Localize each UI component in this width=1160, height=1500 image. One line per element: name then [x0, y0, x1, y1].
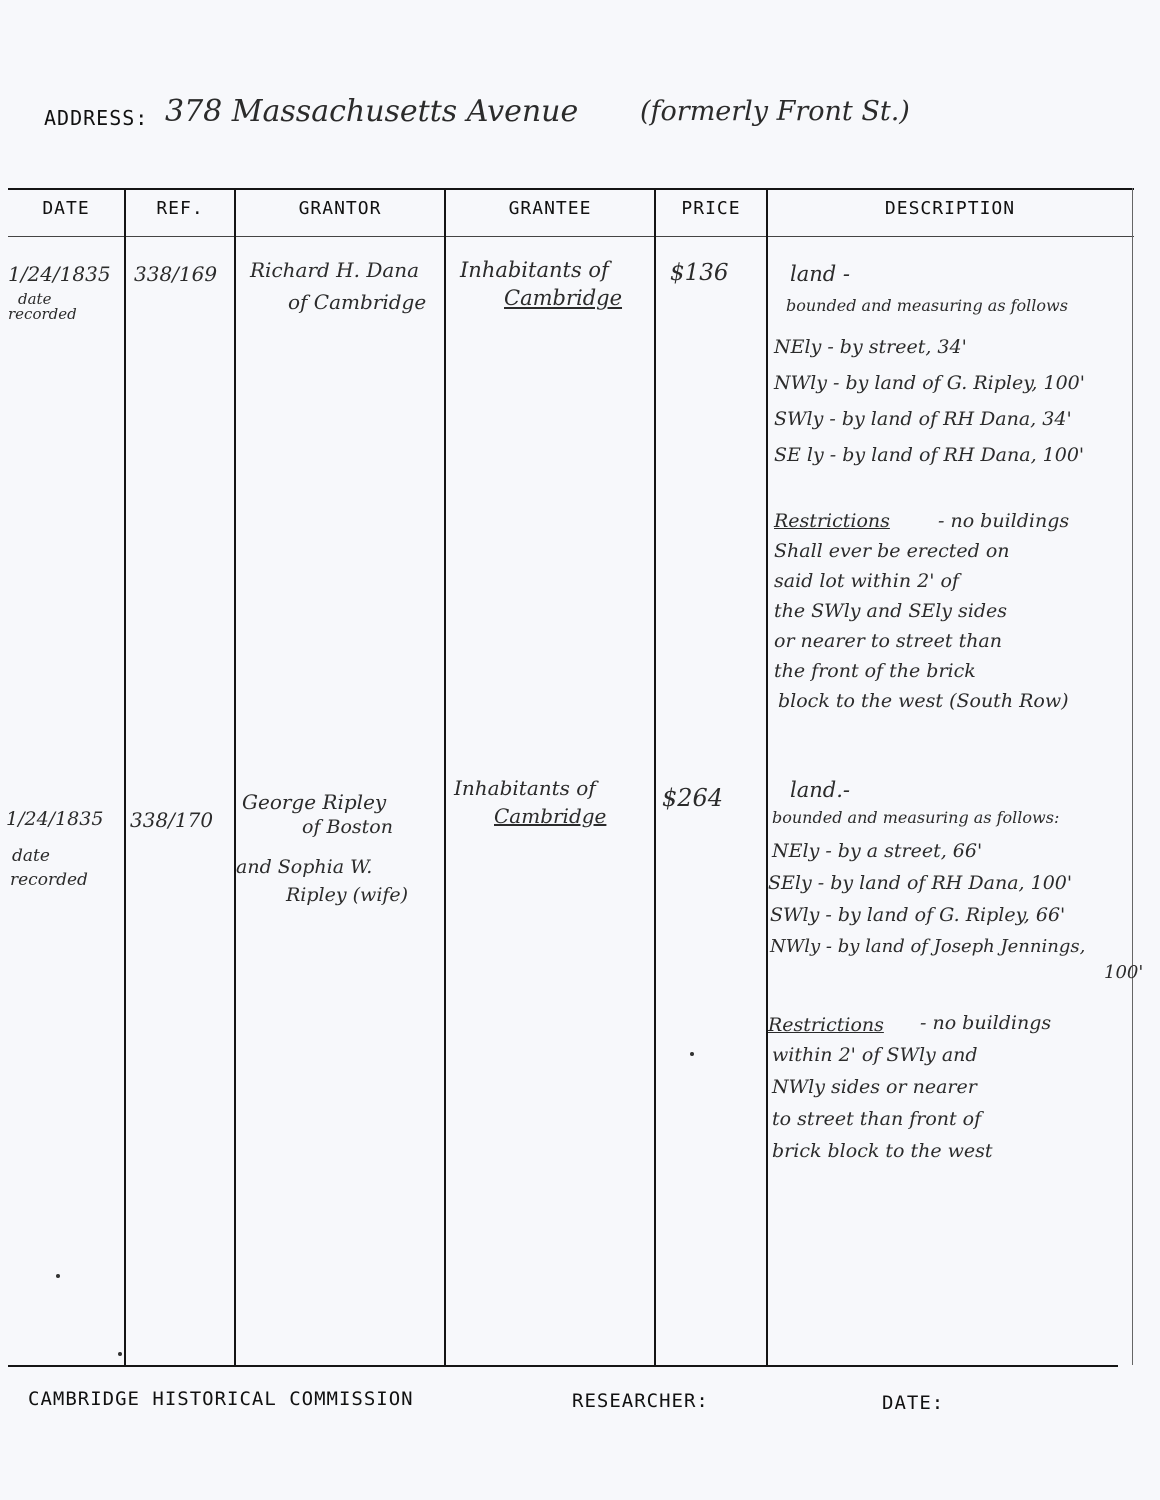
- table-bottom-rule: [8, 1365, 1118, 1367]
- footer-date-label: DATE:: [882, 1392, 945, 1414]
- entry-2-description-line: 100': [1104, 962, 1144, 983]
- column-divider-date: [124, 188, 126, 1365]
- entry-2-description-line: bounded and measuring as follows:: [772, 808, 1060, 827]
- entry-1-grantee: Inhabitants of: [460, 258, 609, 282]
- entry-1-description-line: NEly - by street, 34': [774, 336, 967, 358]
- column-header-description: DESCRIPTION: [884, 198, 1016, 219]
- header-bottom-rule: [8, 236, 1134, 237]
- entry-2-date-note: date: [12, 846, 50, 866]
- address-note: (formerly Front St.): [640, 96, 910, 127]
- entry-1-grantor: of Cambridge: [288, 290, 427, 314]
- address-value: 378 Massachusetts Avenue: [165, 94, 579, 129]
- entry-1-restriction-line: the SWly and SEly sides: [774, 600, 1008, 622]
- entry-1-grantor: Richard H. Dana: [250, 258, 420, 282]
- column-header-grantee: GRANTEE: [508, 198, 592, 219]
- entry-2-restriction-line: NWly sides or nearer: [772, 1076, 977, 1098]
- entry-2-date-note: recorded: [10, 870, 88, 890]
- entry-2-ref: 338/170: [130, 808, 214, 832]
- entry-1-ref: 338/169: [134, 262, 218, 286]
- entry-2-description-line: NWly - by land of Joseph Jennings,: [770, 936, 1086, 957]
- stray-mark: [690, 1052, 694, 1056]
- entry-2-grantee: Inhabitants of: [454, 776, 596, 800]
- entry-1-price: $136: [670, 260, 729, 286]
- column-header-date: DATE: [42, 198, 90, 219]
- entry-2-price: $264: [662, 784, 724, 812]
- entry-1-date-note: recorded: [8, 305, 77, 323]
- column-header-price: PRICE: [681, 198, 741, 219]
- address-label: ADDRESS:: [44, 106, 149, 130]
- entry-1-restriction-line: block to the west (South Row): [778, 690, 1069, 712]
- entry-2-date: 1/24/1835: [6, 808, 104, 830]
- column-header-grantor: GRANTOR: [298, 198, 382, 219]
- entry-1-restriction-line: said lot within 2' of: [774, 570, 959, 592]
- entry-2-description-line: SWly - by land of G. Ripley, 66': [770, 904, 1066, 926]
- entry-2-restriction-line: - no buildings: [920, 1012, 1052, 1034]
- entry-1-grantee: Cambridge: [504, 286, 623, 310]
- entry-1-description-line: SWly - by land of RH Dana, 34': [774, 408, 1072, 430]
- column-divider-ref: [234, 188, 236, 1365]
- stray-mark: [118, 1352, 122, 1356]
- entry-2-restriction-line: within 2' of SWly and: [772, 1044, 978, 1066]
- entry-2-description-line: SEly - by land of RH Dana, 100': [768, 872, 1073, 894]
- entry-1-description-line: SE ly - by land of RH Dana, 100': [774, 444, 1085, 466]
- entry-1-restrictions-label: Restrictions: [774, 510, 890, 532]
- entry-1-restriction-line: or nearer to street than: [774, 630, 1002, 652]
- entry-1-restriction-line: - no buildings: [938, 510, 1070, 532]
- entry-2-grantor: and Sophia W.: [236, 856, 373, 878]
- entry-2-description-line: land.-: [790, 778, 850, 802]
- entry-2-restrictions-label: Restrictions: [768, 1014, 884, 1036]
- stray-mark: [56, 1274, 60, 1278]
- entry-1-description-line: land -: [790, 262, 850, 286]
- column-divider-grantor: [444, 188, 446, 1365]
- entry-1-date: 1/24/1835: [8, 262, 111, 286]
- entry-2-description-line: NEly - by a street, 66': [772, 840, 983, 862]
- entry-2-restriction-line: to street than front of: [772, 1108, 982, 1130]
- entry-1-description-line: bounded and measuring as follows: [786, 296, 1068, 315]
- entry-2-grantor: George Ripley: [242, 790, 387, 814]
- footer-organization: CAMBRIDGE HISTORICAL COMMISSION: [28, 1388, 414, 1410]
- table-top-rule: [8, 188, 1134, 190]
- entry-2-grantee: Cambridge: [494, 804, 607, 828]
- column-divider-grantee: [654, 188, 656, 1365]
- entry-1-restriction-line: the front of the brick: [774, 660, 976, 682]
- entry-2-grantor: of Boston: [302, 816, 393, 838]
- entry-1-description-line: NWly - by land of G. Ripley, 100': [774, 372, 1085, 394]
- entry-2-grantor: Ripley (wife): [286, 884, 409, 906]
- entry-1-date-note: date: [18, 290, 52, 308]
- footer-researcher-label: RESEARCHER:: [572, 1390, 709, 1412]
- column-header-ref: REF.: [156, 198, 204, 219]
- entry-1-restriction-line: Shall ever be erected on: [774, 540, 1010, 562]
- right-border: [1132, 188, 1133, 1365]
- column-divider-price: [766, 188, 768, 1365]
- entry-2-restriction-line: brick block to the west: [772, 1140, 993, 1162]
